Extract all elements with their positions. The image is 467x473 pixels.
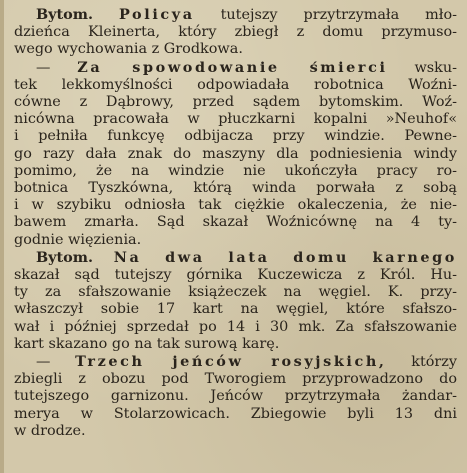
text-run: nicówna pracowała w płuczkarni kopalni »Neuhof« xyxy=(14,111,457,128)
text-run: którzy xyxy=(386,354,457,371)
text-run: ty za sfałszowanie książeczek na węgiel. K. przy- xyxy=(14,284,457,301)
text-run: go razy dała znak do maszyny dla podniesienia windy xyxy=(14,145,457,162)
text-run: cówne z Dąbrowy, przed sądem bytomskim. Woź- xyxy=(14,94,457,111)
text-line xyxy=(14,163,457,180)
text-line xyxy=(14,128,457,145)
text-run: wego wychowania z Grodkowa. xyxy=(14,41,243,58)
text-line xyxy=(14,249,457,267)
text-run: właszczył sobie 17 kart na węgiel, które sfałszo- xyxy=(14,301,457,318)
text-run: pomimo, że na windzie nie ukończyła pracy ro- xyxy=(14,162,457,179)
article-paragraph xyxy=(14,59,457,249)
text-run: w drodze. xyxy=(14,422,86,439)
text-line xyxy=(14,319,457,336)
text-line xyxy=(14,197,457,214)
text-line xyxy=(14,111,457,128)
text-line xyxy=(14,267,457,284)
text-line xyxy=(14,59,457,77)
text-line xyxy=(14,388,457,405)
text-line xyxy=(14,94,457,111)
text-run: i w szybiku odniosła tak ciężkie okaleczenia, że nie- xyxy=(14,197,457,214)
text-line xyxy=(14,406,457,423)
text-run: — xyxy=(36,59,78,76)
article-paragraph xyxy=(14,249,457,353)
lead-phrase: Za spowodowanie śmierci xyxy=(77,58,388,76)
text-run: merya w Stolarzowicach. Zbiegowie byli 13 dni xyxy=(14,405,457,422)
text-run: zbiegli z obozu pod Tworogiem przyprowadzono do xyxy=(14,371,457,388)
text-run: wał i później sprzedał po 14 i 30 mk. Za sfałszowanie xyxy=(14,318,457,335)
text-line xyxy=(14,41,457,58)
text-line xyxy=(14,423,457,440)
text-line xyxy=(14,214,457,231)
text-run: skazał sąd tutejszy górnika Kuczewicza z Król. Hu- xyxy=(14,267,457,284)
text-line xyxy=(14,371,457,388)
lead-phrase: Trzech jeńców rosyjskich, xyxy=(75,353,387,371)
text-run: botnica Tyszkówna, którą winda porwała z sobą xyxy=(14,180,457,197)
article-column xyxy=(14,6,457,440)
text-line xyxy=(14,146,457,163)
dateline: Bytom. xyxy=(36,248,94,266)
article-paragraph xyxy=(14,6,457,59)
text-run: — xyxy=(36,354,76,371)
lead-phrase: Policya xyxy=(119,6,195,23)
text-line xyxy=(14,353,457,371)
text-run: tek lekkomyślności odpowiadała robotnica Woźni- xyxy=(14,76,457,93)
text-line xyxy=(14,232,457,249)
text-line xyxy=(14,336,457,353)
text-run xyxy=(93,7,119,23)
text-line xyxy=(14,284,457,301)
text-run: i pełniła funkcyę odbijacza przy windzie. Pewne- xyxy=(14,128,457,145)
text-line xyxy=(14,180,457,197)
lead-phrase: Na dwa lata domu karnego xyxy=(113,248,457,266)
article-paragraph xyxy=(14,353,457,440)
text-run: godnie więzienia. xyxy=(14,231,142,248)
dateline: Bytom. xyxy=(36,6,94,23)
text-line xyxy=(14,301,457,318)
text-run: dzieńca Kleinerta, który zbiegł z domu przymuso- xyxy=(14,24,457,41)
text-line xyxy=(14,24,457,41)
text-run: tutejszy przytrzymała mło- xyxy=(194,7,457,23)
text-run: wsku- xyxy=(387,59,457,76)
text-run: kart skazano go na tak surową karę. xyxy=(14,335,280,352)
text-line xyxy=(14,77,457,94)
text-line xyxy=(14,6,457,24)
page-edge xyxy=(0,0,4,473)
text-run: tutejszego garnizonu. Jeńców przytrzymała żandar- xyxy=(14,388,457,405)
text-run: bawem zmarła. Sąd skazał Woźnicównę na 4 ty- xyxy=(14,214,457,231)
text-run xyxy=(93,250,114,266)
